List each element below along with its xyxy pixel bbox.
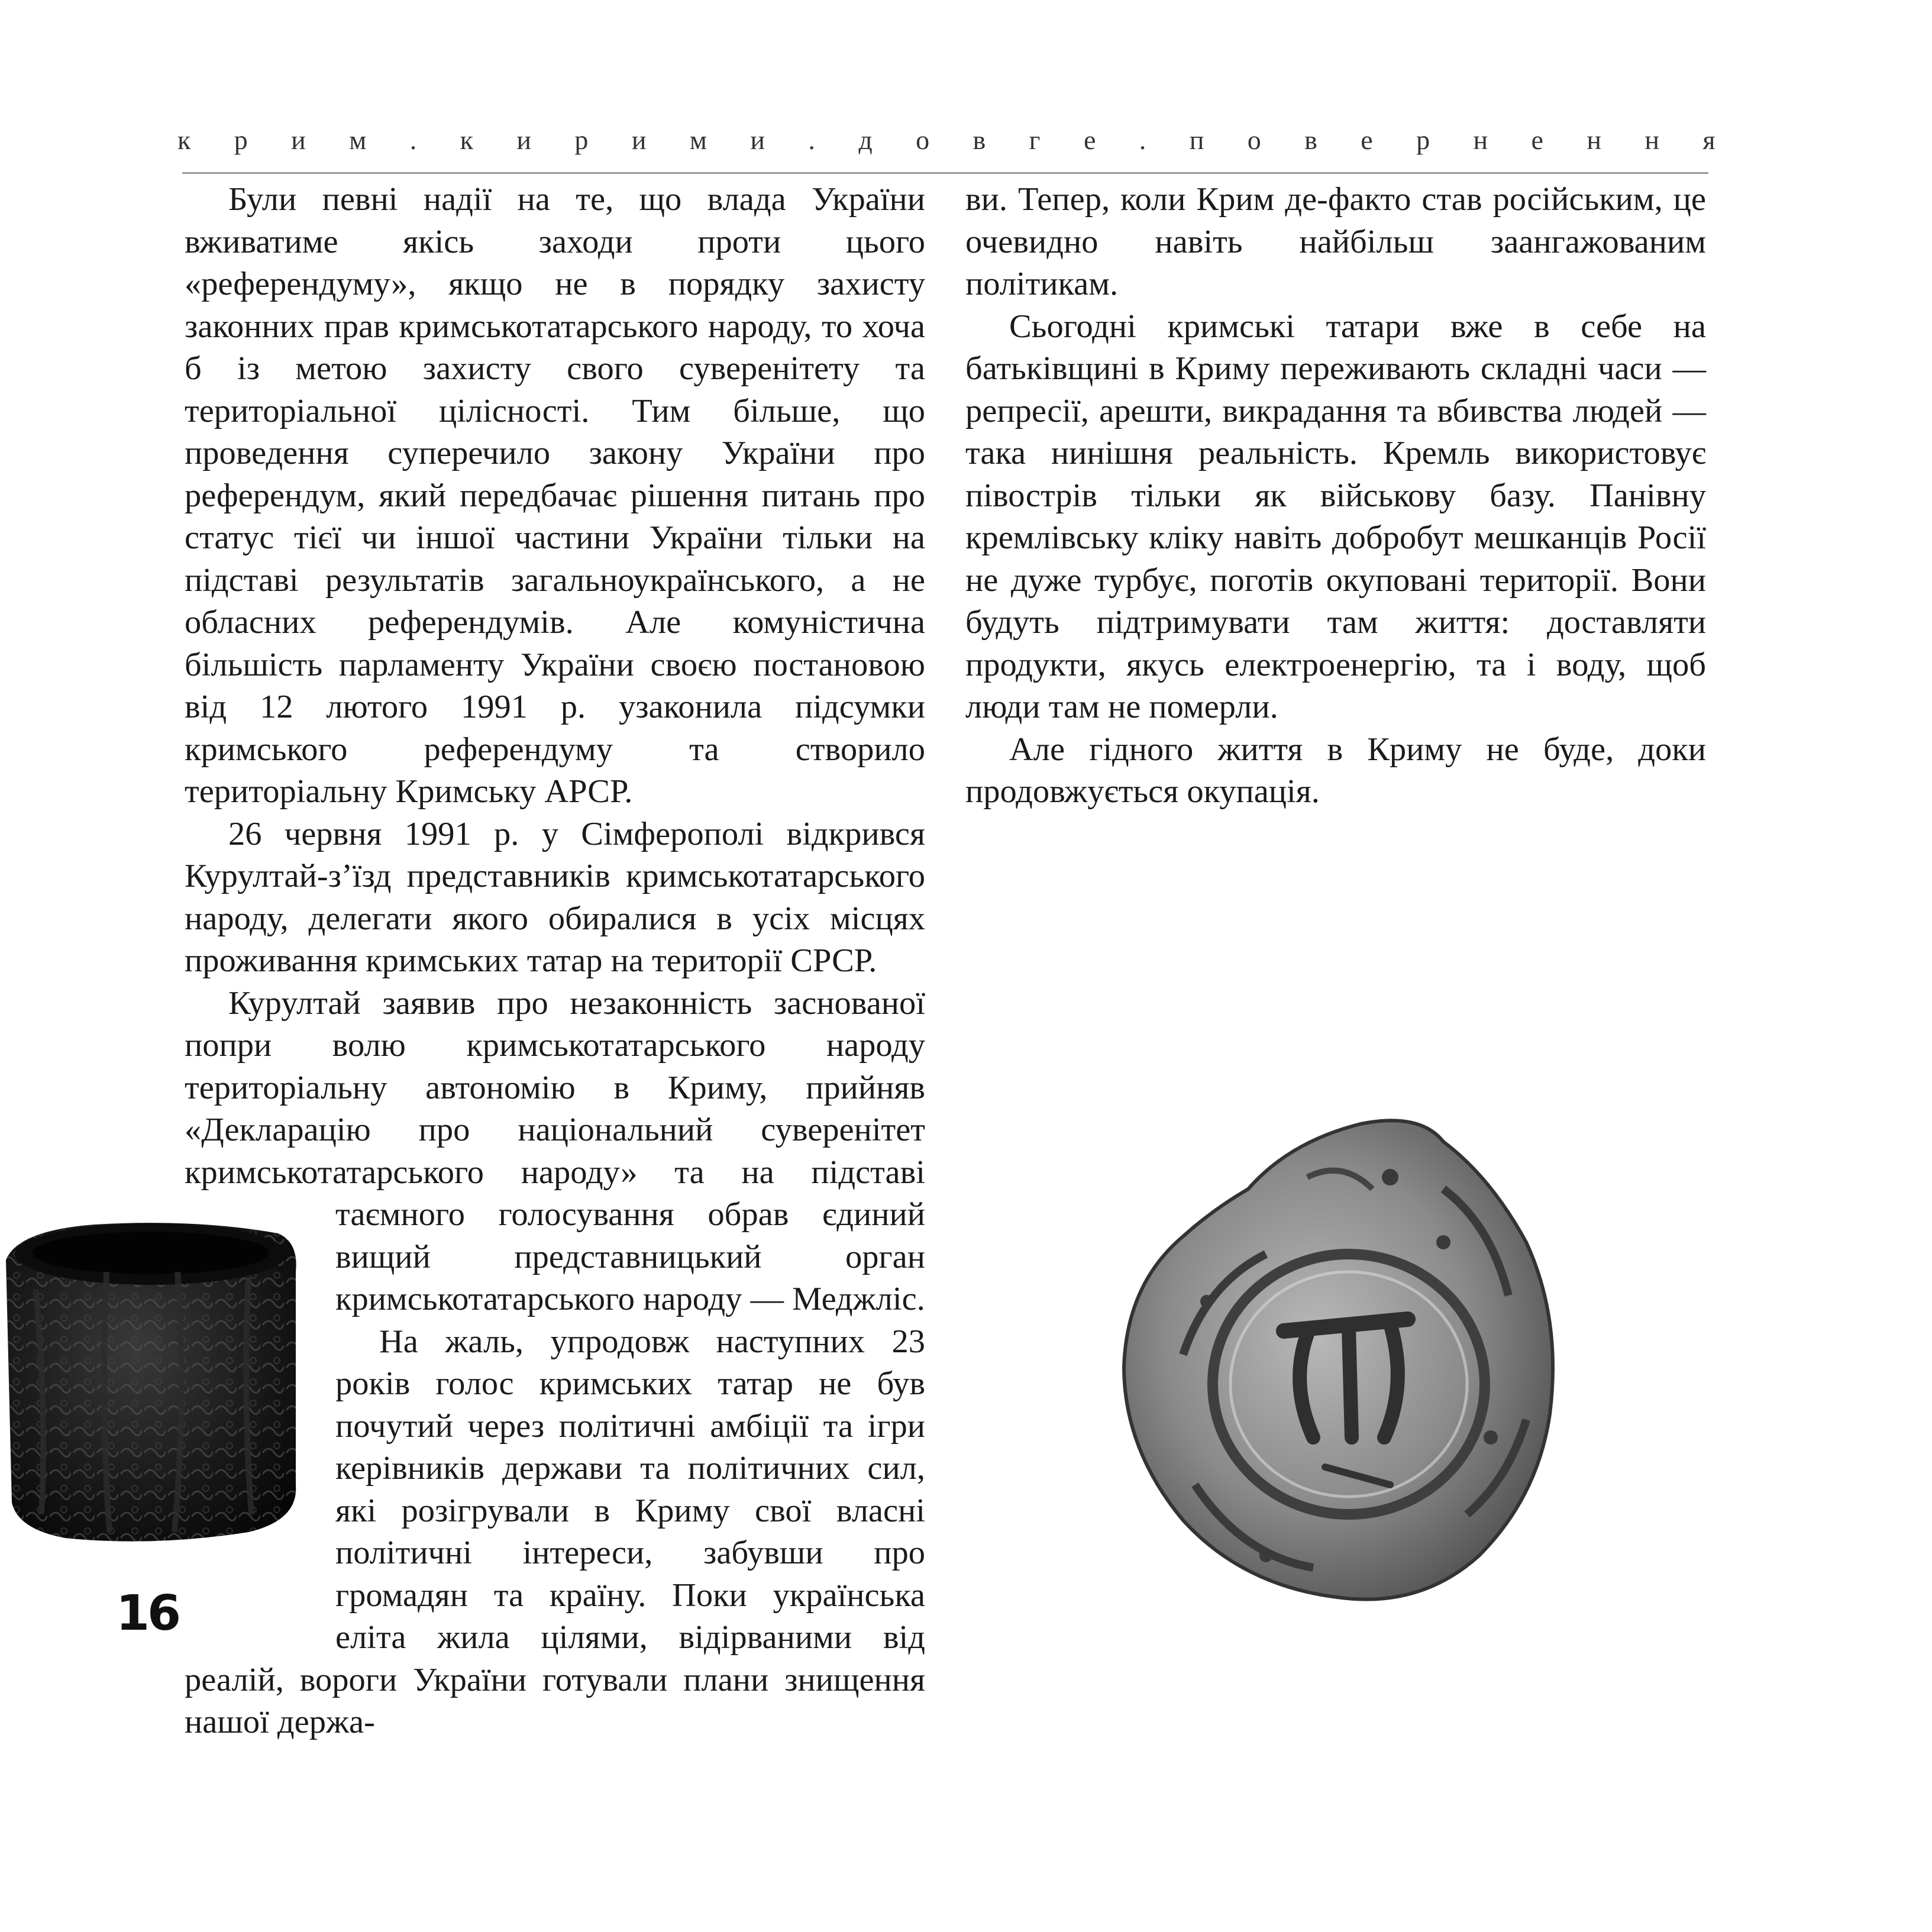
header-letter: к [177, 125, 191, 155]
header-letter: е [1361, 125, 1373, 155]
header-letter: и [631, 125, 647, 155]
header-letter: и [516, 125, 532, 155]
paragraph-continuation: ви. Тепер, коли Крим де-факто став російським, це очевидно навіть найбільш заангажованим політикам. [965, 181, 1706, 302]
header-letter: . [808, 125, 815, 155]
header-rule [182, 172, 1708, 174]
header-letter: г [1029, 125, 1041, 155]
paragraph: Були певні надії на те, що влада України вживатиме якісь заходи проти цього «референдуму», якщо не в порядку захисту законних прав кримськотатарського народу, то хоча б із метою захисту свого суверенітету та територіальної цілісності. Тим більше, що проведення суперечило закону України про референдум, який передбачає рішення питань про статус тієї чи іншої частини України тільки на підставі результатів загальноукраїнського, а не обласних референдумів. Але комуністична більшість парламенту України своєю постановою від 12 лютого 1991 р. узаконила підсумки кримського референдуму та створило територіальну Кримську АРСР. [185, 181, 925, 810]
running-header [177, 124, 1715, 156]
header-letter: п [1189, 125, 1204, 155]
header-letter: о [916, 125, 930, 155]
coin-photo [1112, 1106, 1574, 1615]
paragraph: Але гідного життя в Криму не буде, доки продовжується окупація. [965, 731, 1706, 810]
header-letter: р [1416, 125, 1430, 155]
header-letter: . [409, 125, 417, 155]
header-letter: м [349, 125, 367, 155]
paragraph-text-wrapped: голосування обрав єдиний вищий представницький орган кримськотатарського народу — Меджліс. [335, 1196, 926, 1317]
page-number: 16 [116, 1585, 179, 1642]
header-letter: н [1645, 125, 1660, 155]
paragraph: Сьогодні кримські татари вже в себе на батьківщині в Криму переживають складні часи — репресії, арешти, викрадання та вбивства людей — така нинішня реальність. Кремль використовує півострів тільки як військову базу. Панівну кремлівську кліку навіть добробут мешканців Росії не дуже турбує, поготів окуповані території. Вони будуть підтримувати там життя: доставляти продукти, якусь електроенергію, та і воду, щоб люди там не померли. [965, 308, 1706, 725]
header-letter: н [1473, 125, 1488, 155]
paragraph-text: Курултай заявив про незаконність заснованої попри волю кримськотатарського народу територіальну автономію в Криму, прийняв «Декларацію про національний суверенітет кримськотатарського народу» та на підставі таємного [185, 984, 925, 1233]
header-letter: р [234, 125, 248, 155]
header-letter: к [460, 125, 473, 155]
header-letter: м [689, 125, 707, 155]
text-column-right [965, 179, 1706, 813]
header-letter: я [1702, 125, 1715, 155]
header-letter: в [973, 125, 986, 155]
header-letter: р [574, 125, 589, 155]
header-letter: и [291, 125, 306, 155]
header-letter: и [750, 125, 765, 155]
header-letter: н [1587, 125, 1601, 155]
header-letter: е [1083, 125, 1096, 155]
paragraph: На жаль, упродовж наступних 23 років голос кримських татар не був почутий через політичні амбіції та ігри керівників держави та політичних сил, які розігрували в Криму свої власні політичні інтереси, забувши про громадян та країну. Поки українська еліта жила цілями, відірваними від реалій, вороги України готували плани знищення нашої держа- [185, 1323, 925, 1740]
header-letter: о [1247, 125, 1261, 155]
fur-hat-photo [0, 1207, 308, 1550]
paragraph: 26 червня 1991 р. у Сімферополі відкрився Курултай-з’їзд представників кримськотатарського народу, делегати якого обиралися в усіх місцях проживання кримських татар на території СРСР. [185, 815, 925, 979]
header-letter: в [1304, 125, 1317, 155]
header-letter: . [1139, 125, 1146, 155]
header-letter: е [1531, 125, 1543, 155]
header-letter: д [858, 125, 873, 155]
